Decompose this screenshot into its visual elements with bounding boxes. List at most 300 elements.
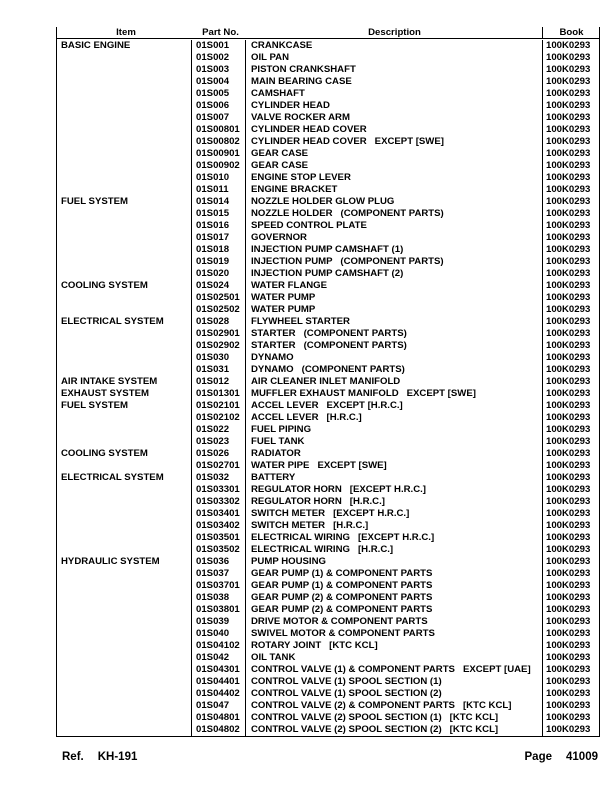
table-row (57, 460, 599, 472)
description-cell: GEAR PUMP (1) & COMPONENT PARTS (245, 568, 542, 580)
book-cell: 100K0293 (542, 340, 597, 352)
description-cell: ROTARY JOINT [KTC KCL] (245, 640, 542, 652)
item-cell (57, 616, 191, 628)
description-cell: SWIVEL MOTOR & COMPONENT PARTS (245, 628, 542, 640)
item-cell (57, 544, 191, 556)
description-cell: CYLINDER HEAD COVER EXCEPT [SWE] (245, 136, 542, 148)
table-row (57, 616, 599, 628)
table-row (57, 160, 599, 172)
table-row (57, 556, 599, 568)
book-cell: 100K0293 (542, 280, 597, 292)
part-no-cell: 01S006 (191, 100, 245, 112)
description-cell: CRANKCASE (245, 40, 542, 52)
description-cell: OIL PAN (245, 52, 542, 64)
item-cell (57, 244, 191, 256)
parts-index-table (56, 27, 600, 737)
book-cell: 100K0293 (542, 580, 597, 592)
header-description: Description (368, 27, 421, 38)
ref (62, 751, 137, 763)
book-cell: 100K0293 (542, 268, 597, 280)
item-cell (57, 124, 191, 136)
table-row (57, 88, 599, 100)
table-row (57, 256, 599, 268)
description-cell: GEAR PUMP (2) & COMPONENT PARTS (245, 604, 542, 616)
part-no-cell: 01S00901 (191, 148, 245, 160)
description-cell: DYNAMO (COMPONENT PARTS) (245, 364, 542, 376)
table-row (57, 39, 599, 52)
description-cell: REGULATOR HORN [EXCEPT H.R.C.] (245, 484, 542, 496)
book-cell: 100K0293 (542, 220, 597, 232)
part-no-cell: 01S03402 (191, 520, 245, 532)
book-cell: 100K0293 (542, 376, 597, 388)
part-no-cell: 01S026 (191, 448, 245, 460)
description-cell: SWITCH METER [H.R.C.] (245, 520, 542, 532)
table-row (57, 232, 599, 244)
item-cell (57, 592, 191, 604)
table-row (57, 76, 599, 88)
part-no-cell: 01S04102 (191, 640, 245, 652)
book-cell: 100K0293 (542, 604, 597, 616)
description-cell: GEAR CASE (245, 148, 542, 160)
book-cell: 100K0293 (542, 412, 597, 424)
table-row (57, 664, 599, 676)
part-no-cell: 01S03501 (191, 532, 245, 544)
table-body (57, 39, 599, 736)
table-row (57, 328, 599, 340)
part-no-cell: 01S03401 (191, 508, 245, 520)
book-cell: 100K0293 (542, 196, 597, 208)
item-cell (57, 112, 191, 124)
part-no-cell: 01S038 (191, 592, 245, 604)
table-row (57, 424, 599, 436)
part-no-cell: 01S039 (191, 616, 245, 628)
table-row (57, 412, 599, 424)
table-row (57, 208, 599, 220)
description-cell: PISTON CRANKSHAFT (245, 64, 542, 76)
page-label: Page (524, 751, 553, 763)
description-cell: ACCEL LEVER [H.R.C.] (245, 412, 542, 424)
description-cell: CONTROL VALVE (1) & COMPONENT PARTS EXCEPT [UAE] (245, 664, 542, 676)
item-cell (57, 700, 191, 712)
description-cell: ENGINE BRACKET (245, 184, 542, 196)
table-row (57, 376, 599, 388)
item-cell (57, 712, 191, 724)
description-cell: GEAR PUMP (2) & COMPONENT PARTS (245, 592, 542, 604)
book-cell: 100K0293 (542, 124, 597, 136)
table-row (57, 580, 599, 592)
table-row (57, 544, 599, 556)
item-cell: ELECTRICAL SYSTEM (61, 472, 164, 483)
item-cell (57, 136, 191, 148)
item-cell (57, 328, 191, 340)
book-cell: 100K0293 (542, 160, 597, 172)
book-cell: 100K0293 (542, 520, 597, 532)
item-cell (57, 172, 191, 184)
table-row (57, 700, 599, 712)
part-no-cell: 01S007 (191, 112, 245, 124)
part-no-cell: 01S011 (191, 184, 245, 196)
item-cell (57, 220, 191, 232)
part-no-cell: 01S042 (191, 652, 245, 664)
table-row (57, 724, 599, 736)
table-row (57, 652, 599, 664)
part-no-cell: 01S022 (191, 424, 245, 436)
part-no-cell: 01S014 (191, 196, 245, 208)
table-row (57, 148, 599, 160)
item-cell (57, 340, 191, 352)
item-cell (57, 664, 191, 676)
description-cell: VALVE ROCKER ARM (245, 112, 542, 124)
description-cell: FUEL PIPING (245, 424, 542, 436)
item-cell (57, 676, 191, 688)
description-cell: SPEED CONTROL PLATE (245, 220, 542, 232)
page-value: 41009 (566, 751, 598, 763)
item-cell (57, 352, 191, 364)
table-row (57, 640, 599, 652)
part-no-cell: 01S030 (191, 352, 245, 364)
book-cell: 100K0293 (542, 712, 597, 724)
item-cell (57, 412, 191, 424)
book-cell: 100K0293 (542, 304, 597, 316)
header-book: Book (542, 27, 597, 38)
description-cell: REGULATOR HORN [H.R.C.] (245, 496, 542, 508)
book-cell: 100K0293 (542, 328, 597, 340)
table-row (57, 508, 599, 520)
book-cell: 100K0293 (542, 40, 597, 52)
book-cell: 100K0293 (542, 232, 597, 244)
item-cell (57, 724, 191, 736)
part-no-cell: 01S016 (191, 220, 245, 232)
item-cell: ELECTRICAL SYSTEM (61, 316, 164, 327)
table-row (57, 688, 599, 700)
item-cell (57, 484, 191, 496)
book-cell: 100K0293 (542, 184, 597, 196)
item-cell: COOLING SYSTEM (61, 448, 148, 459)
book-cell: 100K0293 (542, 208, 597, 220)
book-cell: 100K0293 (542, 292, 597, 304)
part-no-cell: 01S03502 (191, 544, 245, 556)
book-cell: 100K0293 (542, 688, 597, 700)
part-no-cell: 01S02101 (191, 400, 245, 412)
table-row (57, 64, 599, 76)
item-cell (57, 268, 191, 280)
book-cell: 100K0293 (542, 136, 597, 148)
table-row (57, 364, 599, 376)
item-cell (57, 424, 191, 436)
table-row (57, 352, 599, 364)
item-cell: HYDRAULIC SYSTEM (61, 556, 160, 567)
part-no-cell: 01S020 (191, 268, 245, 280)
item-cell (57, 364, 191, 376)
description-cell: PUMP HOUSING (245, 556, 542, 568)
book-cell: 100K0293 (542, 244, 597, 256)
item-cell (57, 604, 191, 616)
table-row (57, 340, 599, 352)
item-cell (57, 184, 191, 196)
description-cell: INJECTION PUMP CAMSHAFT (1) (245, 244, 542, 256)
book-cell: 100K0293 (542, 676, 597, 688)
book-cell: 100K0293 (542, 460, 597, 472)
book-cell: 100K0293 (542, 64, 597, 76)
book-cell: 100K0293 (542, 544, 597, 556)
part-no-cell: 01S019 (191, 256, 245, 268)
description-cell: WATER FLANGE (245, 280, 542, 292)
description-cell: NOZZLE HOLDER (COMPONENT PARTS) (245, 208, 542, 220)
table-row (57, 532, 599, 544)
part-no-cell: 01S00801 (191, 124, 245, 136)
table-header (57, 27, 599, 39)
item-cell: AIR INTAKE SYSTEM (61, 376, 158, 387)
book-cell: 100K0293 (542, 532, 597, 544)
book-cell: 100K0293 (542, 148, 597, 160)
description-cell: CONTROL VALVE (2) & COMPONENT PARTS [KTC KCL] (245, 700, 542, 712)
book-cell: 100K0293 (542, 436, 597, 448)
part-no-cell: 01S047 (191, 700, 245, 712)
part-no-cell: 01S03302 (191, 496, 245, 508)
table-row (57, 304, 599, 316)
table-row (57, 316, 599, 328)
part-no-cell: 01S031 (191, 364, 245, 376)
description-cell: FUEL TANK (245, 436, 542, 448)
item-cell (57, 304, 191, 316)
description-cell: MUFFLER EXHAUST MANIFOLD EXCEPT [SWE] (245, 388, 542, 400)
part-no-cell: 01S00902 (191, 160, 245, 172)
item-cell: FUEL SYSTEM (61, 400, 128, 411)
book-cell: 100K0293 (542, 496, 597, 508)
book-cell: 100K0293 (542, 652, 597, 664)
part-no-cell: 01S04801 (191, 712, 245, 724)
description-cell: ENGINE STOP LEVER (245, 172, 542, 184)
table-row (57, 592, 599, 604)
part-no-cell: 01S003 (191, 64, 245, 76)
page-footer (62, 751, 598, 763)
book-cell: 100K0293 (542, 724, 597, 736)
part-no-cell: 01S002 (191, 52, 245, 64)
book-cell: 100K0293 (542, 316, 597, 328)
table-row (57, 220, 599, 232)
book-cell: 100K0293 (542, 352, 597, 364)
part-no-cell: 01S005 (191, 88, 245, 100)
book-cell: 100K0293 (542, 568, 597, 580)
book-cell: 100K0293 (542, 424, 597, 436)
table-row (57, 712, 599, 724)
description-cell: CYLINDER HEAD COVER (245, 124, 542, 136)
table-row (57, 292, 599, 304)
table-row (57, 184, 599, 196)
table-row (57, 52, 599, 64)
book-cell: 100K0293 (542, 664, 597, 676)
item-cell (57, 76, 191, 88)
description-cell: DYNAMO (245, 352, 542, 364)
table-row (57, 472, 599, 484)
item-cell: FUEL SYSTEM (61, 196, 128, 207)
item-cell (57, 688, 191, 700)
item-cell (57, 148, 191, 160)
table-row (57, 112, 599, 124)
book-cell: 100K0293 (542, 88, 597, 100)
book-cell: 100K0293 (542, 700, 597, 712)
ref-label: Ref. (62, 751, 84, 763)
item-cell (57, 64, 191, 76)
description-cell: ELECTRICAL WIRING [H.R.C.] (245, 544, 542, 556)
book-cell: 100K0293 (542, 100, 597, 112)
table-row (57, 100, 599, 112)
part-no-cell: 01S04402 (191, 688, 245, 700)
description-cell: INJECTION PUMP CAMSHAFT (2) (245, 268, 542, 280)
description-cell: CONTROL VALVE (1) SPOOL SECTION (2) (245, 688, 542, 700)
part-no-cell: 01S04301 (191, 664, 245, 676)
item-cell (57, 652, 191, 664)
part-no-cell: 01S02901 (191, 328, 245, 340)
description-cell: WATER PIPE EXCEPT [SWE] (245, 460, 542, 472)
item-cell (57, 436, 191, 448)
table-row (57, 196, 599, 208)
part-no-cell: 01S036 (191, 556, 245, 568)
book-cell: 100K0293 (542, 256, 597, 268)
description-cell: ELECTRICAL WIRING [EXCEPT H.R.C.] (245, 532, 542, 544)
description-cell: GOVERNOR (245, 232, 542, 244)
item-cell (57, 52, 191, 64)
book-cell: 100K0293 (542, 628, 597, 640)
part-no-cell: 01S02902 (191, 340, 245, 352)
item-cell (57, 256, 191, 268)
item-cell: EXHAUST SYSTEM (61, 388, 149, 399)
book-cell: 100K0293 (542, 640, 597, 652)
table-row (57, 604, 599, 616)
description-cell: WATER PUMP (245, 304, 542, 316)
description-cell: BATTERY (245, 472, 542, 484)
table-row (57, 388, 599, 400)
book-cell: 100K0293 (542, 472, 597, 484)
item-cell (57, 100, 191, 112)
table-row (57, 676, 599, 688)
description-cell: CYLINDER HEAD (245, 100, 542, 112)
table-row (57, 172, 599, 184)
part-no-cell: 01S032 (191, 472, 245, 484)
table-row (57, 436, 599, 448)
book-cell: 100K0293 (542, 592, 597, 604)
book-cell: 100K0293 (542, 112, 597, 124)
description-cell: DRIVE MOTOR & COMPONENT PARTS (245, 616, 542, 628)
description-cell: OIL TANK (245, 652, 542, 664)
header-item: Item (116, 27, 136, 38)
part-no-cell: 01S04401 (191, 676, 245, 688)
part-no-cell: 01S01301 (191, 388, 245, 400)
part-no-cell: 01S00802 (191, 136, 245, 148)
part-no-cell: 01S02501 (191, 292, 245, 304)
table-row (57, 496, 599, 508)
book-cell: 100K0293 (542, 388, 597, 400)
description-cell: MAIN BEARING CASE (245, 76, 542, 88)
part-no-cell: 01S023 (191, 436, 245, 448)
description-cell: STARTER (COMPONENT PARTS) (245, 328, 542, 340)
part-no-cell: 01S024 (191, 280, 245, 292)
item-cell (57, 232, 191, 244)
table-row (57, 520, 599, 532)
part-no-cell: 01S037 (191, 568, 245, 580)
ref-value: KH-191 (97, 751, 138, 763)
description-cell: INJECTION PUMP (COMPONENT PARTS) (245, 256, 542, 268)
part-no-cell: 01S03301 (191, 484, 245, 496)
description-cell: SWITCH METER [EXCEPT H.R.C.] (245, 508, 542, 520)
book-cell: 100K0293 (542, 616, 597, 628)
item-cell (57, 580, 191, 592)
item-cell (57, 568, 191, 580)
table-row (57, 568, 599, 580)
table-row (57, 268, 599, 280)
part-no-cell: 01S040 (191, 628, 245, 640)
table-row (57, 124, 599, 136)
part-no-cell: 01S012 (191, 376, 245, 388)
book-cell: 100K0293 (542, 52, 597, 64)
table-row (57, 448, 599, 460)
book-cell: 100K0293 (542, 448, 597, 460)
page-number (525, 751, 598, 763)
table-row (57, 280, 599, 292)
description-cell: NOZZLE HOLDER GLOW PLUG (245, 196, 542, 208)
book-cell: 100K0293 (542, 400, 597, 412)
book-cell: 100K0293 (542, 508, 597, 520)
description-cell: GEAR PUMP (1) & COMPONENT PARTS (245, 580, 542, 592)
part-no-cell: 01S010 (191, 172, 245, 184)
part-no-cell: 01S02502 (191, 304, 245, 316)
item-cell (57, 88, 191, 100)
book-cell: 100K0293 (542, 484, 597, 496)
description-cell: CONTROL VALVE (1) SPOOL SECTION (1) (245, 676, 542, 688)
book-cell: 100K0293 (542, 172, 597, 184)
description-cell: CONTROL VALVE (2) SPOOL SECTION (1) [KTC KCL] (245, 712, 542, 724)
part-no-cell: 01S018 (191, 244, 245, 256)
table-row (57, 400, 599, 412)
part-no-cell: 01S028 (191, 316, 245, 328)
part-no-cell: 01S02701 (191, 460, 245, 472)
description-cell: CONTROL VALVE (2) SPOOL SECTION (2) [KTC KCL] (245, 724, 542, 736)
item-cell (57, 160, 191, 172)
part-no-cell: 01S001 (191, 40, 245, 52)
part-no-cell: 01S03701 (191, 580, 245, 592)
item-cell: BASIC ENGINE (61, 40, 131, 51)
item-cell (57, 496, 191, 508)
part-no-cell: 01S03801 (191, 604, 245, 616)
description-cell: GEAR CASE (245, 160, 542, 172)
book-cell: 100K0293 (542, 556, 597, 568)
description-cell: RADIATOR (245, 448, 542, 460)
item-cell (57, 520, 191, 532)
table-row (57, 628, 599, 640)
table-row (57, 136, 599, 148)
description-cell: FLYWHEEL STARTER (245, 316, 542, 328)
item-cell (57, 640, 191, 652)
part-no-cell: 01S02102 (191, 412, 245, 424)
item-cell (57, 508, 191, 520)
book-cell: 100K0293 (542, 76, 597, 88)
description-cell: ACCEL LEVER EXCEPT [H.R.C.] (245, 400, 542, 412)
item-cell (57, 208, 191, 220)
book-cell: 100K0293 (542, 364, 597, 376)
description-cell: STARTER (COMPONENT PARTS) (245, 340, 542, 352)
part-no-cell: 01S004 (191, 76, 245, 88)
description-cell: CAMSHAFT (245, 88, 542, 100)
part-no-cell: 01S04802 (191, 724, 245, 736)
item-cell (57, 292, 191, 304)
part-no-cell: 01S017 (191, 232, 245, 244)
item-cell (57, 460, 191, 472)
header-part-no: Part No. (202, 27, 239, 38)
part-no-cell: 01S015 (191, 208, 245, 220)
table-row (57, 244, 599, 256)
item-cell (57, 628, 191, 640)
item-cell: COOLING SYSTEM (61, 280, 148, 291)
